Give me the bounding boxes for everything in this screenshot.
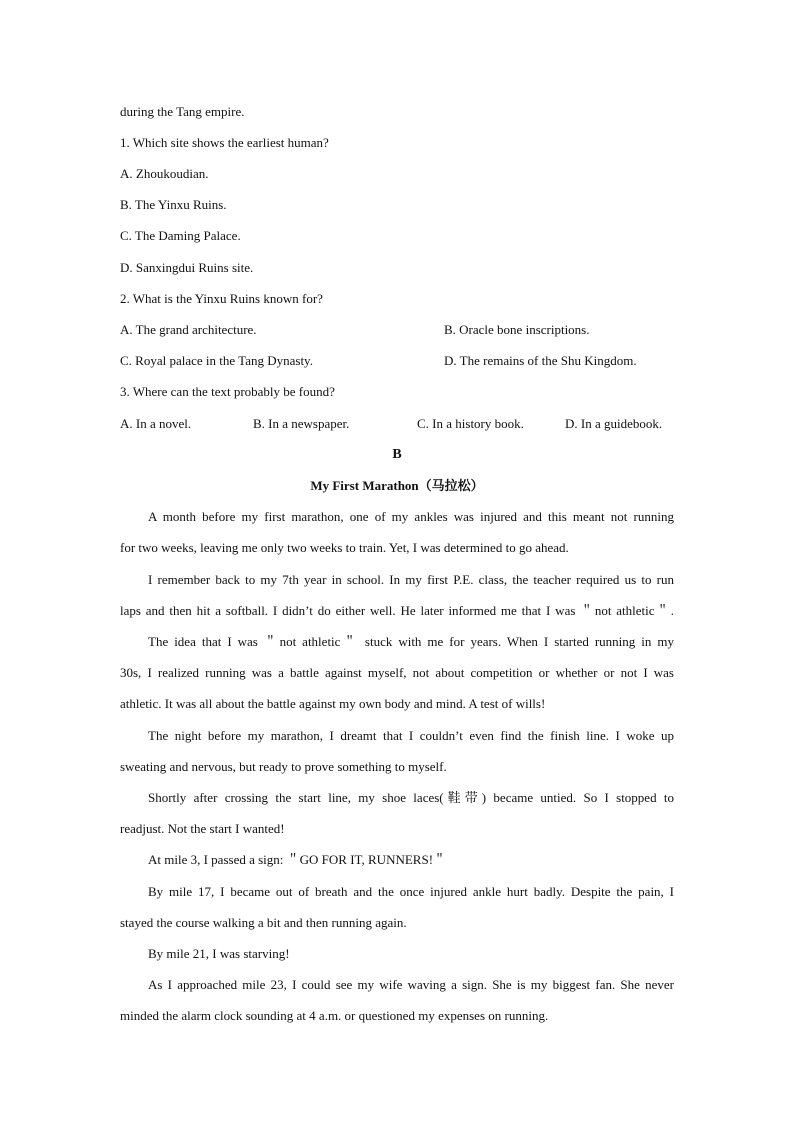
question-1-option-c: C. The Daming Palace. — [120, 228, 241, 243]
passage-a-fragment: during the Tang empire. — [120, 104, 245, 119]
question-3-option-c: C. In a history book. — [417, 416, 524, 431]
section-letter: B — [392, 447, 402, 462]
paragraph-5-line-1: Shortly after crossing the start line, my shoe laces(鞋带) became untied. So I stopped to — [148, 790, 674, 805]
paragraph-9-line-2: minded the alarm clock sounding at 4 a.m. or questioned my expenses on running. — [120, 1008, 549, 1023]
paragraph-5-line-2: readjust. Not the start I wanted! — [120, 821, 285, 836]
paragraph-1-line-2: for two weeks, leaving me only two weeks to train. Yet, I was determined to go ahead. — [120, 540, 569, 555]
question-2-option-d: D. The remains of the Shu Kingdom. — [444, 353, 637, 368]
question-3-option-b: B. In a newspaper. — [253, 416, 350, 431]
paragraph-4-line-1: The night before my marathon, I dreamt that I couldn’t even find the finish line. I woke up — [148, 728, 674, 743]
question-1-option-d: D. Sanxingdui Ruins site. — [120, 260, 254, 275]
paragraph-3-line-1: The idea that I was ＂not athletic＂ stuck with me for years. When I started running in my — [148, 634, 674, 649]
paragraph-8-line-1: By mile 21, I was starving! — [148, 946, 290, 961]
paragraph-7-line-1: By mile 17, I became out of breath and the once injured ankle hurt badly. Despite the pain, I — [148, 884, 674, 899]
paragraph-1-line-1: A month before my first marathon, one of my ankles was injured and this meant not running — [148, 509, 674, 524]
question-2-option-a: A. The grand architecture. — [120, 322, 257, 337]
paragraph-2-line-2: laps and then hit a softball. I didn’t do either well. He later informed me that I was ＂not athletic＂. — [120, 603, 674, 618]
question-1-option-a: A. Zhoukoudian. — [120, 166, 209, 181]
paragraph-9-line-1: As I approached mile 23, I could see my wife waving a sign. She is my biggest fan. She never — [148, 977, 674, 992]
paragraph-6-line-1: At mile 3, I passed a sign: ＂GO FOR IT, RUNNERS!＂ — [148, 852, 447, 867]
question-3-option-a: A. In a novel. — [120, 416, 192, 431]
paragraph-3-line-3: athletic. It was all about the battle against my own body and mind. A test of wills! — [120, 696, 546, 711]
question-1: 1. Which site shows the earliest human? — [120, 135, 329, 150]
question-3: 3. Where can the text probably be found? — [120, 384, 335, 399]
paragraph-7-line-2: stayed the course walking a bit and then running again. — [120, 915, 407, 930]
question-2: 2. What is the Yinxu Ruins known for? — [120, 291, 323, 306]
paragraph-2-line-1: I remember back to my 7th year in school. In my first P.E. class, the teacher required us to run — [148, 572, 674, 587]
question-1-option-b: B. The Yinxu Ruins. — [120, 197, 227, 212]
paragraph-3-line-2: 30s, I realized running was a battle against myself, not about competition or whether or not I was — [120, 665, 674, 680]
question-2-option-c: C. Royal palace in the Tang Dynasty. — [120, 353, 313, 368]
question-3-option-d: D. In a guidebook. — [565, 416, 663, 431]
question-2-option-b: B. Oracle bone inscriptions. — [444, 322, 590, 337]
passage-title: My First Marathon（马拉松） — [310, 478, 484, 493]
paragraph-4-line-2: sweating and nervous, but ready to prove something to myself. — [120, 759, 447, 774]
